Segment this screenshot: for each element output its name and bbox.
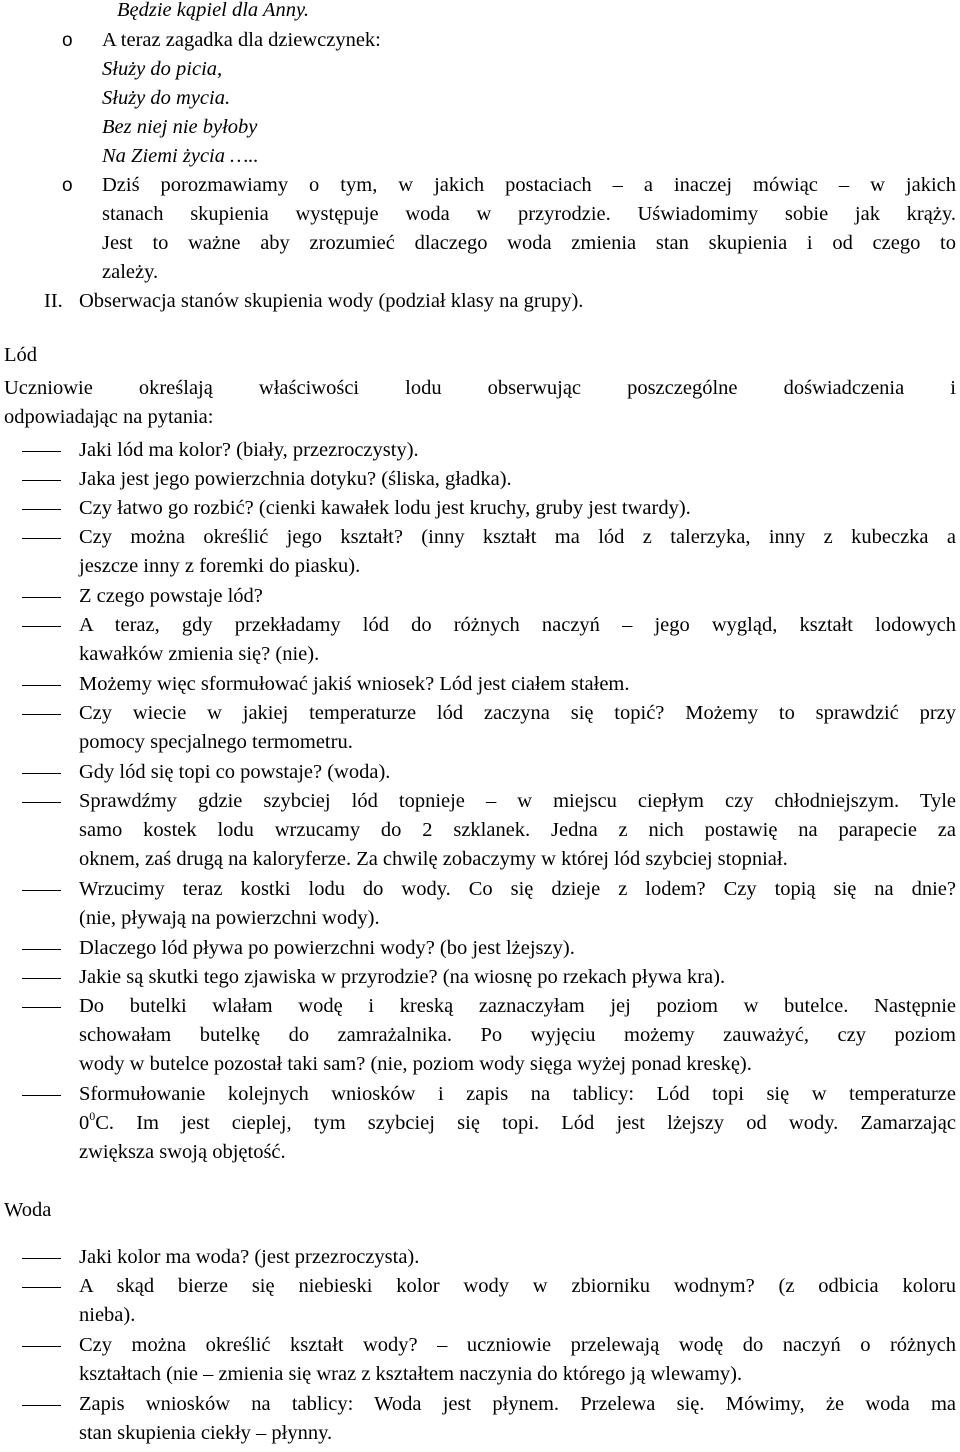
ice-item-line: Jaki lód ma kolor? (biały, przezroczysty). — [79, 439, 419, 461]
bullet-o: o — [62, 175, 73, 196]
riddle-intro: A teraz zagadka dla dziewczynek: — [102, 29, 381, 51]
talk-line: Dziś porozmawiamy o tym, w jakich postaciach – a inaczej mówiąc – w jakich — [102, 174, 956, 196]
ice-heading: Lód — [4, 344, 38, 366]
dash-bullet — [22, 978, 61, 979]
temperature-zero: 0 — [79, 1112, 90, 1134]
riddle-line: Służy do picia, — [102, 58, 223, 80]
ice-item-line: oknem, zaś drugą na kaloryferze. Za chwilę zobaczymy w której lód szybciej stopniał. — [79, 848, 788, 870]
dash-bullet — [22, 1287, 61, 1288]
talk-line: Jest to ważne aby zrozumieć dlaczego woda zmienia stan skupienia i od czego to — [102, 232, 956, 254]
water-item-line: Jaki kolor ma woda? (jest przezroczysta). — [79, 1246, 420, 1268]
ice-item-line: Wrzucimy teraz kostki lodu do wody. Co się dzieje z lodem? Czy topią się na dnie? — [79, 878, 956, 900]
ice-item-line: Dlaczego lód pływa po powierzchni wody? (bo jest lżejszy). — [79, 937, 575, 959]
dash-bullet — [22, 890, 61, 891]
dash-bullet — [22, 626, 61, 627]
riddle-line: Bez niej nie byłoby — [102, 116, 258, 138]
section-title: Obserwacja stanów skupienia wody (podział klasy na grupy). — [79, 290, 584, 312]
dash-bullet — [22, 1007, 61, 1008]
ice-conclusion-line: Sformułowanie kolejnych wniosków i zapis na tablicy: Lód topi się w temperaturze — [79, 1083, 956, 1105]
ice-item-line: Jakie są skutki tego zjawiska w przyrodzie? (na wiosnę po rzekach pływa kra). — [79, 966, 726, 988]
water-item-line: kształtach (nie – zmienia się wraz z kształtem naczynia do którego ją wlewamy). — [79, 1363, 743, 1385]
ice-conclusion-line: zwiększa swoją objętość. — [79, 1141, 286, 1163]
dash-bullet — [22, 597, 61, 598]
talk-line: zależy. — [102, 261, 159, 283]
ice-item-line: Sprawdźmy gdzie szybciej lód topnieje – w miejscu ciepłym czy chłodniejszym. Tyle — [79, 790, 956, 812]
ice-item-line: wody w butelce pozostał taki sam? (nie, poziom wody sięga wyżej ponad kreskę). — [79, 1053, 752, 1075]
degree-superscript: 0 — [89, 1109, 96, 1123]
ice-item-line: Gdy lód się topi co powstaje? (woda). — [79, 761, 391, 783]
water-item-line: Czy można określić kształt wody? – uczniowie przelewają wodę do naczyń o różnych — [79, 1334, 956, 1356]
dash-bullet — [22, 949, 61, 950]
conclusion-text: C. Im jest cieplej, tym szybciej się topi. Lód jest lżejszy od wody. Zamarzając — [95, 1112, 956, 1134]
dash-bullet — [22, 802, 61, 803]
dash-bullet — [22, 1258, 61, 1259]
ice-item-line: (nie, pływają na powierzchni wody). — [79, 907, 380, 929]
ice-intro-line: Uczniowie określają właściwości lodu obserwując poszczególne doświadczenia i — [4, 377, 956, 399]
water-item-line: A skąd bierze się niebieski kolor wody w zbiorniku wodnym? (z odbicia koloru — [79, 1275, 956, 1297]
ice-item-line: Jaka jest jego powierzchnia dotyku? (śliska, gładka). — [79, 468, 512, 490]
dash-bullet — [22, 451, 61, 452]
dash-bullet — [22, 1346, 61, 1347]
ice-item-line: Z czego powstaje lód? — [79, 585, 263, 607]
ice-item-line: Czy łatwo go rozbić? (cienki kawałek lodu jest kruchy, gruby jest twardy). — [79, 497, 691, 519]
ice-item-line: jeszcze inny z foremki do piasku). — [79, 555, 361, 577]
ice-item-line: pomocy specjalnego termometru. — [79, 731, 353, 753]
water-heading: Woda — [4, 1199, 52, 1221]
water-item-line: Zapis wniosków na tablicy: Woda jest płynem. Przelewa się. Mówimy, że woda ma — [79, 1393, 956, 1415]
dash-bullet — [22, 1405, 61, 1406]
ice-item-line: Czy można określić jego kształt? (inny kształt ma lód z talerzyka, inny z kubeczka a — [79, 526, 956, 548]
dash-bullet — [22, 480, 61, 481]
ice-item-line: samo kostek lodu wrzucamy do 2 szklanek. Jedna z nich postawię na parapecie za — [79, 819, 956, 841]
ice-item-line: Możemy więc sformułować jakiś wniosek? Lód jest ciałem stałem. — [79, 673, 630, 695]
poem-last-line: Będzie kąpiel dla Anny. — [117, 0, 310, 21]
section-number: II. — [44, 290, 63, 312]
ice-intro-line: odpowiadając na pytania: — [4, 406, 214, 428]
dash-bullet — [22, 773, 61, 774]
riddle-line: Służy do mycia. — [102, 87, 231, 109]
dash-bullet — [22, 714, 61, 715]
talk-line: stanach skupienia występuje woda w przyrodzie. Uświadomimy sobie jak krąży. — [102, 203, 956, 225]
ice-conclusion-line — [79, 1109, 956, 1138]
ice-item-line: Czy wiecie w jakiej temperaturze lód zaczyna się topić? Możemy to sprawdzić przy — [79, 702, 956, 724]
bullet-o: o — [62, 30, 73, 51]
ice-item-line: schowałam butelkę do zamrażalnika. Po wyjęciu możemy zauważyć, czy poziom — [79, 1024, 956, 1046]
dash-bullet — [22, 538, 61, 539]
dash-bullet — [22, 685, 61, 686]
riddle-line: Na Ziemi życia ….. — [102, 145, 259, 167]
water-item-line: stan skupienia ciekły – płynny. — [79, 1422, 333, 1444]
dash-bullet — [22, 1095, 61, 1096]
ice-item-line: A teraz, gdy przekładamy lód do różnych naczyń – jego wygląd, kształt lodowych — [79, 614, 956, 636]
dash-bullet — [22, 509, 61, 510]
water-item-line: nieba). — [79, 1304, 136, 1326]
ice-item-line: kawałków zmienia się? (nie). — [79, 643, 320, 665]
ice-item-line: Do butelki wlałam wodę i kreską zaznaczyłam jej poziom w butelce. Następnie — [79, 995, 956, 1017]
